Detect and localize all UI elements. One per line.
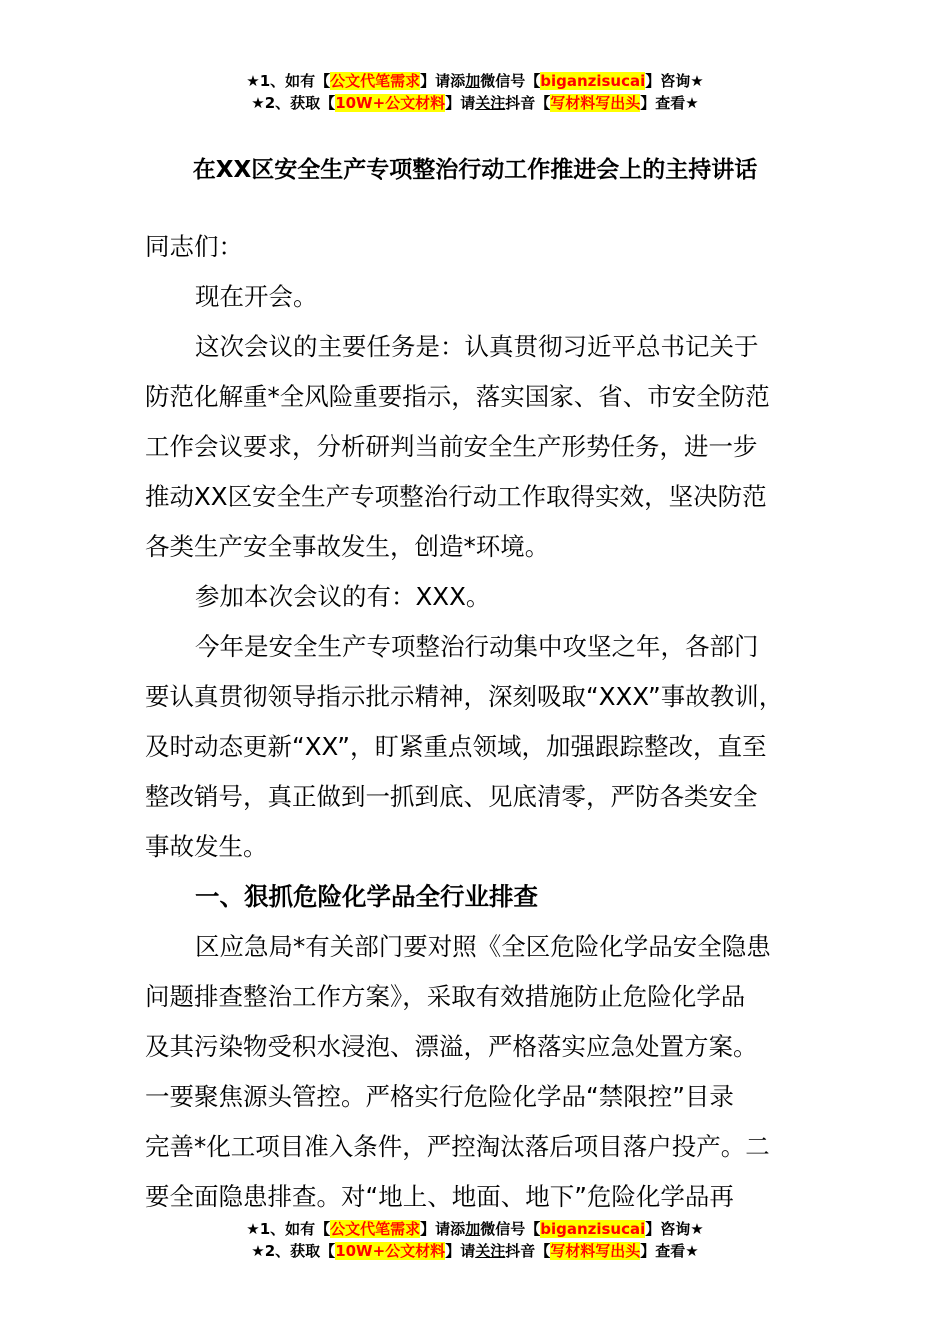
promo-highlight: 10W+公文材料 [335,94,446,112]
promo-highlight: 公文代笔需求 [330,72,421,90]
body-line: 区应急局*有关部门要对照《全区危险化学品安全隐患 [195,932,771,961]
promo-wechat-id: biganzisucai [540,1220,646,1238]
promo-text: 】请添 [420,1220,466,1238]
star-icon: ★ [251,1242,265,1260]
promo-banner-bottom [0,1218,950,1262]
promo-text: 1、如有【 [259,1220,331,1238]
promo-text: 2、获取【 [264,1242,336,1260]
promo-banner-top [0,70,950,114]
body-line: 及时动态更新“XX”，盯紧重点领域，加强跟踪整改，直至 [145,732,767,761]
body-line: 这次会议的主要任务是：认真贯彻习近平总书记关于 [195,332,759,361]
body-line: 完善*化工项目准入条件，严控淘汰落后项目落户投产。二 [145,1132,770,1161]
star-icon: ★ [246,1220,260,1238]
body-line: 今年是安全生产专项整治行动集中攻坚之年，各部门 [195,632,759,661]
star-icon: ★ [251,94,265,112]
body-line: 工作会议要求，分析研判当前安全生产形势任务，进一步 [145,432,758,461]
promo-text-underlined: 关注 [475,1242,506,1260]
promo-douyin-id: 写材料写出头 [550,1242,641,1260]
section-heading: 一、狠抓危险化学品全行业排查 [195,882,538,911]
body-line: 及其污染物受积水浸泡、漂溢，严格落实应急处置方案。 [145,1032,758,1061]
body-line: 要认真贯彻领导指示批示精神，深刻吸取“XXX”事故教训， [145,682,784,711]
promo-text: 】咨询★ [645,72,704,90]
body-line: 推动XX区安全生产专项整治行动工作取得实效，坚决防范 [145,482,767,511]
body-line: 一要聚焦源头管控。严格实行危险化学品“禁限控”目录 [145,1082,734,1111]
promo-text: 】查看★ [640,94,699,112]
body-line: 要全面隐患排查。对“地上、地面、地下”危险化学品再 [145,1182,734,1211]
promo-text: 】请 [445,94,476,112]
body-line: 问题排查整治工作方案》，采取有效措施防止危险化学品 [145,982,746,1011]
body-line: 整改销号，真正做到一抓到底、见底清零，严防各类安全 [145,782,758,811]
document-body [145,222,835,1222]
document-title: 在XX区安全生产专项整治行动工作推进会上的主持讲话 [192,157,758,183]
promo-text: 抖音【 [505,94,551,112]
promo-text-underlined: 加 [465,1220,481,1238]
promo-text: 】请 [445,1242,476,1260]
body-line: 同志们： [145,232,243,261]
promo-text-underlined: 关注 [475,94,506,112]
promo-highlight: 10W+公文材料 [335,1242,446,1260]
promo-line-1 [0,70,950,92]
promo-text: 】请添 [420,72,466,90]
promo-text: 抖音【 [505,1242,551,1260]
body-line: 防范化解重*全风险重要指示，落实国家、省、市安全防范 [145,382,770,411]
promo-text: 微信号【 [480,72,541,90]
star-icon: ★ [246,72,260,90]
body-line: 事故发生。 [145,832,268,861]
promo-douyin-id: 写材料写出头 [550,94,641,112]
promo-text-underlined: 加 [465,72,481,90]
promo-text: 】咨询★ [645,1220,704,1238]
promo-line-2 [0,92,950,114]
promo-highlight: 公文代笔需求 [330,1220,421,1238]
promo-text: 1、如有【 [259,72,331,90]
promo-line-2 [0,1240,950,1262]
promo-text: 】查看★ [640,1242,699,1260]
promo-wechat-id: biganzisucai [540,72,646,90]
body-line: 参加本次会议的有：XXX。 [195,582,491,611]
promo-text: 2、获取【 [264,94,336,112]
body-line: 各类生产安全事故发生，创造*环境。 [145,532,550,561]
promo-line-1 [0,1218,950,1240]
body-line: 现在开会。 [195,282,318,311]
promo-text: 微信号【 [480,1220,541,1238]
